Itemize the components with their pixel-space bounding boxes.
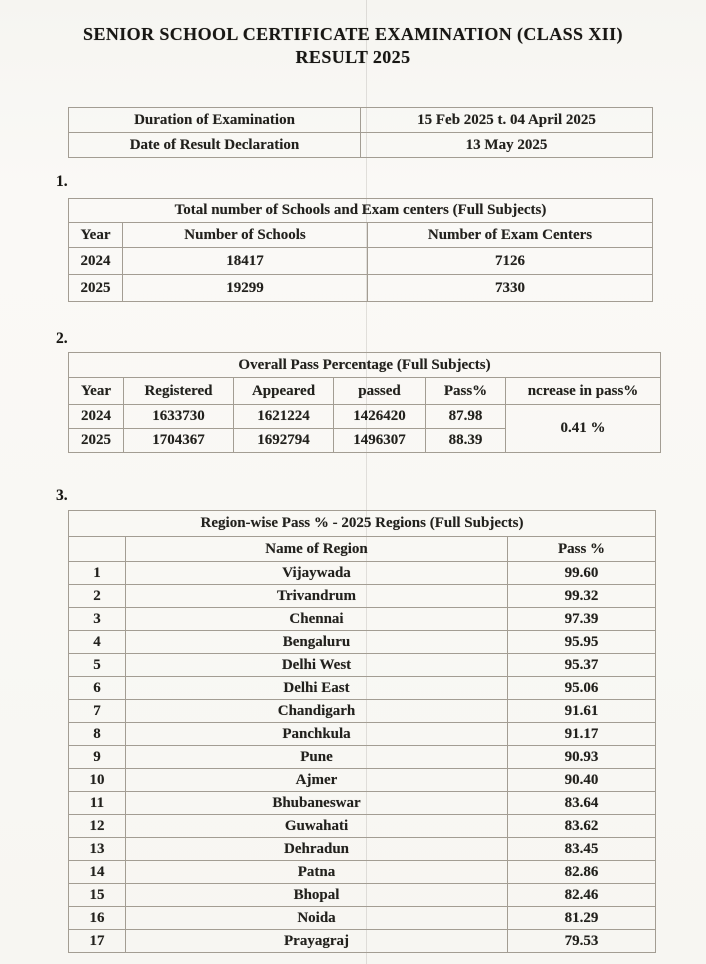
passed-cell: 1426420 <box>334 405 426 429</box>
region-cell: Trivandrum <box>126 585 508 608</box>
col-header-appeared: Appeared <box>234 378 334 405</box>
sno-cell: 10 <box>69 769 126 792</box>
appeared-cell: 1621224 <box>234 405 334 429</box>
table-row <box>69 769 656 792</box>
table-row <box>69 275 653 302</box>
year-cell: 2024 <box>69 248 123 275</box>
region-cell: Patna <box>126 861 508 884</box>
table-caption: Region-wise Pass % - 2025 Regions (Full Subjects) <box>69 511 656 537</box>
sno-cell: 15 <box>69 884 126 907</box>
info-value-result-date: 13 May 2025 <box>361 133 653 158</box>
table-row <box>69 723 656 746</box>
region-cell: Vijaywada <box>126 562 508 585</box>
document-title <box>0 23 706 69</box>
sno-cell: 9 <box>69 746 126 769</box>
pass-cell: 83.62 <box>508 815 656 838</box>
table-caption-row <box>69 511 656 537</box>
region-cell: Dehradun <box>126 838 508 861</box>
table-row <box>69 133 653 158</box>
pass-cell: 95.95 <box>508 631 656 654</box>
sno-cell: 17 <box>69 930 126 953</box>
sno-cell: 8 <box>69 723 126 746</box>
registered-cell: 1704367 <box>124 429 234 453</box>
pass-cell: 95.37 <box>508 654 656 677</box>
sno-cell: 6 <box>69 677 126 700</box>
table-caption-row <box>69 353 661 378</box>
pass-cell: 81.29 <box>508 907 656 930</box>
table-row <box>69 677 656 700</box>
year-cell: 2025 <box>69 429 124 453</box>
region-cell: Delhi West <box>126 654 508 677</box>
passed-cell: 1496307 <box>334 429 426 453</box>
pass-cell: 91.61 <box>508 700 656 723</box>
pass-cell: 82.86 <box>508 861 656 884</box>
col-header-year: Year <box>69 223 123 248</box>
increase-in-pass-cell: 0.41 % <box>506 405 661 453</box>
region-cell: Delhi East <box>126 677 508 700</box>
section-label-2: 2. <box>56 330 68 347</box>
table-row <box>69 907 656 930</box>
region-cell: Noida <box>126 907 508 930</box>
pass-cell: 79.53 <box>508 930 656 953</box>
region-cell: Bengaluru <box>126 631 508 654</box>
table-row <box>69 654 656 677</box>
exam-info-table <box>68 107 653 158</box>
pass-cell: 83.64 <box>508 792 656 815</box>
sno-cell: 16 <box>69 907 126 930</box>
centers-count-cell: 7126 <box>368 248 653 275</box>
info-label-result-date: Date of Result Declaration <box>69 133 361 158</box>
table-row <box>69 884 656 907</box>
sno-cell: 7 <box>69 700 126 723</box>
col-header-registered: Registered <box>124 378 234 405</box>
sno-cell: 3 <box>69 608 126 631</box>
table-row <box>69 746 656 769</box>
table-row <box>69 562 656 585</box>
pass-cell: 99.60 <box>508 562 656 585</box>
schools-exam-centers-table <box>68 198 653 302</box>
info-label-duration: Duration of Examination <box>69 108 361 133</box>
sno-cell: 11 <box>69 792 126 815</box>
title-line-2: RESULT 2025 <box>295 47 411 67</box>
pass-cell: 91.17 <box>508 723 656 746</box>
sno-cell: 14 <box>69 861 126 884</box>
centers-count-cell: 7330 <box>368 275 653 302</box>
sno-cell: 2 <box>69 585 126 608</box>
region-cell: Chennai <box>126 608 508 631</box>
sno-cell: 13 <box>69 838 126 861</box>
table-row <box>69 405 661 429</box>
pass-cell: 90.93 <box>508 746 656 769</box>
table-row <box>69 631 656 654</box>
col-header-schools: Number of Schools <box>123 223 368 248</box>
pass-cell: 82.46 <box>508 884 656 907</box>
col-header-exam-centers: Number of Exam Centers <box>368 223 653 248</box>
sno-cell: 12 <box>69 815 126 838</box>
table-row <box>69 608 656 631</box>
sno-cell: 1 <box>69 562 126 585</box>
table-row <box>69 248 653 275</box>
section-label-3: 3. <box>56 487 68 504</box>
info-value-duration: 15 Feb 2025 t. 04 April 2025 <box>361 108 653 133</box>
sno-cell: 5 <box>69 654 126 677</box>
registered-cell: 1633730 <box>124 405 234 429</box>
pass-cell: 99.32 <box>508 585 656 608</box>
title-line-1: SENIOR SCHOOL CERTIFICATE EXAMINATION (CLASS XII) <box>83 24 623 44</box>
col-header-sno <box>69 537 126 562</box>
table-row <box>69 108 653 133</box>
pass-cell: 97.39 <box>508 608 656 631</box>
appeared-cell: 1692794 <box>234 429 334 453</box>
col-header-year: Year <box>69 378 124 405</box>
col-header-region-name: Name of Region <box>126 537 508 562</box>
region-wise-pass-table <box>68 510 656 953</box>
table-row <box>69 792 656 815</box>
pass-pct-cell: 87.98 <box>426 405 506 429</box>
year-cell: 2025 <box>69 275 123 302</box>
table-caption: Total number of Schools and Exam centers (Full Subjects) <box>69 199 653 223</box>
col-header-pass-pct: Pass % <box>508 537 656 562</box>
table-row <box>69 838 656 861</box>
table-caption-row <box>69 199 653 223</box>
table-row <box>69 700 656 723</box>
table-caption: Overall Pass Percentage (Full Subjects) <box>69 353 661 378</box>
table-header-row <box>69 223 653 248</box>
region-cell: Prayagraj <box>126 930 508 953</box>
schools-count-cell: 18417 <box>123 248 368 275</box>
col-header-pass-pct: Pass% <box>426 378 506 405</box>
table-row <box>69 815 656 838</box>
section-label-1: 1. <box>56 173 68 190</box>
overall-pass-percentage-table <box>68 352 661 453</box>
pass-cell: 95.06 <box>508 677 656 700</box>
region-cell: Bhopal <box>126 884 508 907</box>
table-row <box>69 585 656 608</box>
table-header-row <box>69 378 661 405</box>
table-row <box>69 861 656 884</box>
region-cell: Panchkula <box>126 723 508 746</box>
col-header-passed: passed <box>334 378 426 405</box>
pass-cell: 83.45 <box>508 838 656 861</box>
year-cell: 2024 <box>69 405 124 429</box>
region-cell: Ajmer <box>126 769 508 792</box>
region-cell: Guwahati <box>126 815 508 838</box>
col-header-increase: ncrease in pass% <box>506 378 661 405</box>
pass-pct-cell: 88.39 <box>426 429 506 453</box>
region-cell: Pune <box>126 746 508 769</box>
sno-cell: 4 <box>69 631 126 654</box>
region-cell: Bhubaneswar <box>126 792 508 815</box>
table-header-row <box>69 537 656 562</box>
pass-cell: 90.40 <box>508 769 656 792</box>
schools-count-cell: 19299 <box>123 275 368 302</box>
table-row <box>69 930 656 953</box>
region-cell: Chandigarh <box>126 700 508 723</box>
